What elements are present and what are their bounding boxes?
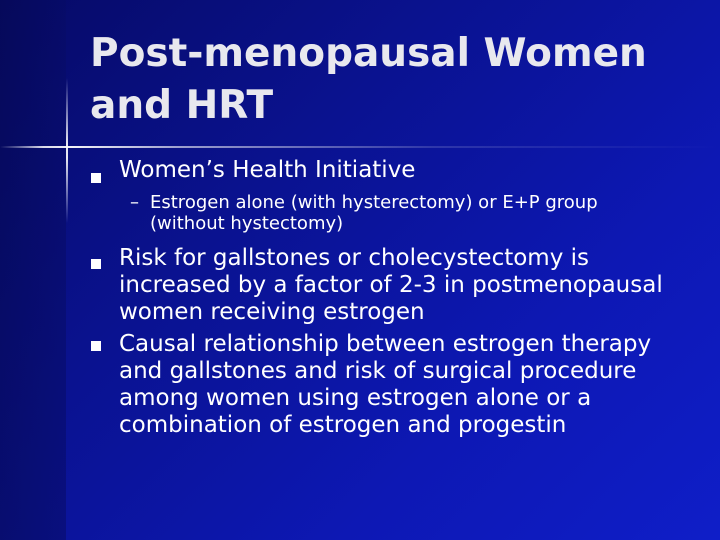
sub-bullet-item: Estrogen alone (with hysterectomy) or E+P group (without hystectomy) [150,192,598,234]
bullet-item: Women’s Health Initiative [119,157,416,183]
slide-title: Post-menopausal Women and HRT [90,31,647,128]
square-bullet-icon [91,173,101,183]
square-bullet-icon [91,341,101,351]
square-bullet-icon [91,259,101,269]
dash-bullet-icon: – [130,192,139,213]
bullet-item: Causal relationship between estrogen therapy and gallstones and risk of surgical procedure among women using estrogen alone or a combination of estrogen and progestin [119,331,652,438]
bullet-item: Risk for gallstones or cholecystectomy is increased by a factor of 2-3 in postmenopausal women receiving estrogen [119,245,663,325]
